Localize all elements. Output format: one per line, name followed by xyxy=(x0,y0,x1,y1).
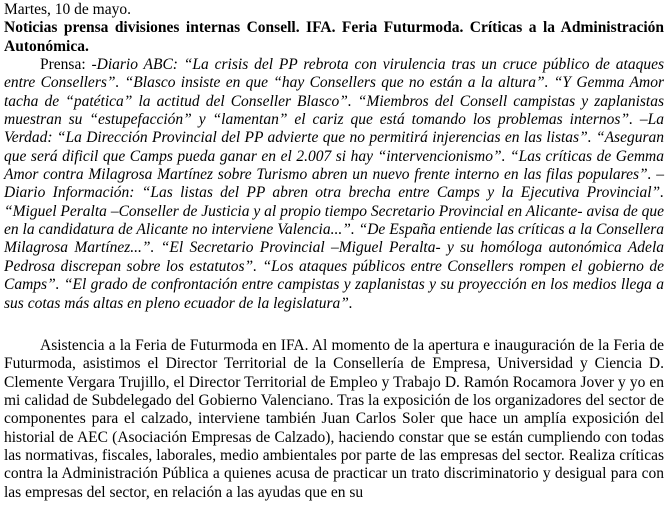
press-news-paragraph xyxy=(4,56,664,313)
date-line: Martes, 10 de mayo. xyxy=(4,1,131,18)
press-label: Prensa: xyxy=(40,56,86,74)
document-heading: Noticias prensa divisiones internas Consell. IFA. Feria Futurmoda. Críticas a la Administración Autonómica. xyxy=(4,19,664,55)
press-quotes-text: -Diario ABC: “La crisis del PP rebrota con virulencia tras un cruce público de ataques entre Consellers”. “Blasco insiste en que “hay Consellers que no están a la altura”. “Y Gemma Amor tacha de “patética” la actitud del Conseller Blasco”. “Miembros del Consell campistas y zaplanistas muestran su “estupefacción” y “lamentan” el cariz que está tomando los problemas internos”. –La Verdad: “La Dirección Provincial del PP advierte que no permitirá injerencias en las listas”. “Aseguran que será dificil que Camps pueda ganar en el 2.007 si hay “intervencionismo”. “Las críticas de Gemma Amor contra Milagrosa Martínez sobre Turismo abren un nuevo frente interno en las filas populares”. – Diario Información: “Las listas del PP abren otra brecha entre Camps y la Ejecutiva Provincial”. “Miguel Peralta –Conseller de Justicia y al propio tiempo Secretario Provincial en Alicante- avisa de que en la candidatura de Alicante no interviene Valencia...”. “De España entiende las críticas a la Consellera Milagrosa Martínez...”. “El Secretario Provincial –Miguel Peralta- y su homóloga autonómica Adela Pedrosa discrepan sobre los estatutos”. “Los ataques públicos entre Consellers rompen el gobierno de Camps”. “El grado de confrontación entre campistas y zaplanistas y su proyección en los medios llega a sus cotas más altas en pleno ecuador de la legislatura”. xyxy=(4,56,664,312)
futurmoda-fair-paragraph: Asistencia a la Feria de Futurmoda en IFA. Al momento de la apertura e inauguración de la Feria de Futurmoda, asistimos el Director Territorial de la Consellería de Empresa, Universidad y Ciencia D. Clemente Vergara Trujillo, el Director Territorial de Empleo y Trabajo D. Ramón Rocamora Jover y yo en mi calidad de Subdelegado del Gobierno Valenciano. Tras la exposición de los organizadores del sector de componentes para el calzado, interviene también Juan Carlos Soler que hace un amplía exposición del historial de AEC (Asociación Empresas de Calzado), haciendo constar que se están cumpliendo con todas las normativas, fiscales, laborales, medio ambientales por parte de las empresas del sector. Realiza críticas contra la Administración Pública a quienes acusa de practicar un trato discriminatorio y desigual para con las empresas del sector, en relación a las ayudas que en su xyxy=(4,336,664,501)
